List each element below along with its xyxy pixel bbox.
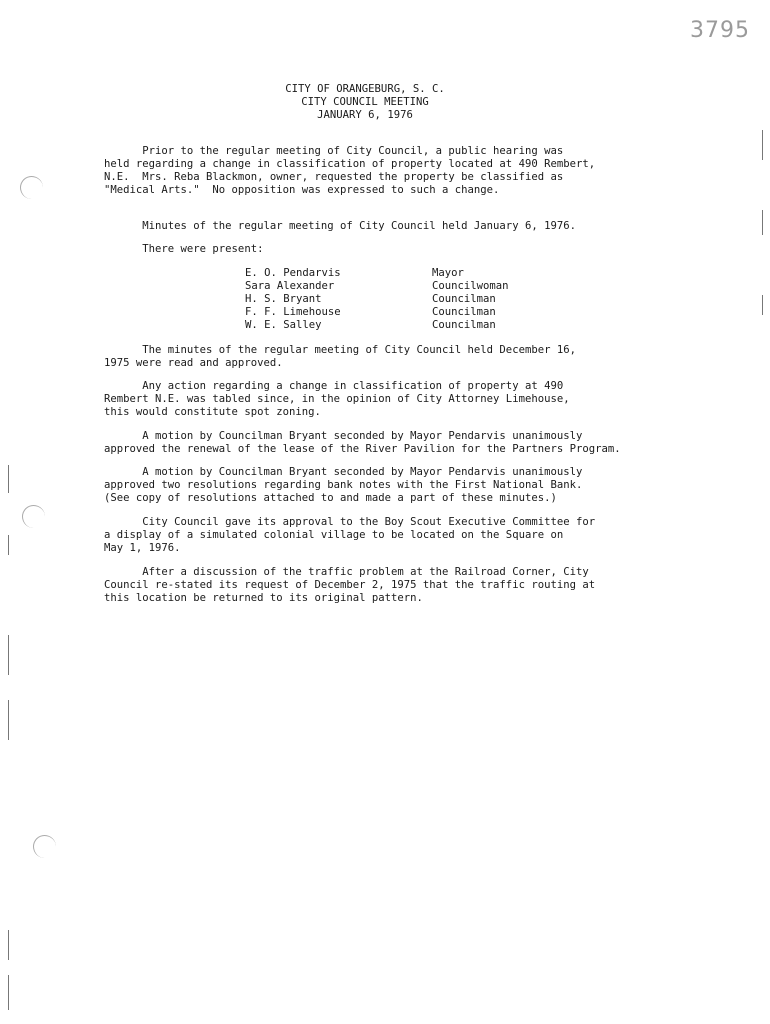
- paragraph-boy-scout: City Council gave its approval to the Boy Scout Executive Committee for a display of a simulated colonial village to be located on the Square on May 1, 1976.: [104, 516, 596, 554]
- margin-mark: [8, 465, 9, 493]
- header-meeting: CITY COUNCIL MEETING: [301, 96, 429, 108]
- page-number: 3795: [690, 18, 750, 43]
- paragraph-river-pavilion: A motion by Councilman Bryant seconded by Mayor Pendarvis unanimously approved the renewal of the lease of the River Pavilion for the Partners Program.: [104, 430, 621, 455]
- attendee-title: Mayor: [432, 267, 464, 279]
- header-date: JANUARY 6, 1976: [317, 109, 413, 121]
- margin-mark: [8, 535, 9, 555]
- binder-hole-mark: [22, 505, 45, 528]
- attendee-row: [245, 280, 509, 293]
- paragraph-public-hearing: Prior to the regular meeting of City Council, a public hearing was held regarding a change in classification of property located at 490 Rembert, N.E. Mrs. Reba Blackmon, owner, requested the property be classified as "Medical Arts." No opposition was expressed to such a change.: [104, 145, 596, 196]
- paragraph-traffic: After a discussion of the traffic problem at the Railroad Corner, City Council re-stated its request of December 2, 1975 that the traffic routing at this location be returned to its original pattern.: [104, 566, 596, 604]
- attendee-row: [245, 293, 509, 306]
- attendee-title: Councilman: [432, 293, 496, 305]
- attendee-name: W. E. Salley: [245, 319, 322, 331]
- binder-hole-mark: [20, 176, 43, 199]
- margin-mark: [8, 700, 9, 740]
- attendee-title: Councilwoman: [432, 280, 509, 292]
- attendee-name: H. S. Bryant: [245, 293, 322, 305]
- margin-mark: [762, 295, 763, 315]
- paragraph-bank-notes: A motion by Councilman Bryant seconded by Mayor Pendarvis unanimously approved two resolutions regarding bank notes with the First National Bank. (See copy of resolutions attached to and made a part of these minutes.): [104, 466, 583, 504]
- margin-mark: [8, 635, 9, 675]
- paragraph-present: There were present:: [104, 243, 264, 255]
- attendee-list: [245, 267, 509, 332]
- paragraph-minutes-approval: The minutes of the regular meeting of City Council held December 16, 1975 were read and approved.: [104, 344, 576, 369]
- header-city: CITY OF ORANGEBURG, S. C.: [285, 83, 445, 95]
- attendee-title: Councilman: [432, 306, 496, 318]
- paragraph-minutes-intro: Minutes of the regular meeting of City Council held January 6, 1976.: [104, 220, 576, 232]
- margin-mark: [8, 930, 9, 960]
- attendee-title: Councilman: [432, 319, 496, 331]
- attendee-row: [245, 306, 509, 319]
- paragraph-spot-zoning: Any action regarding a change in classification of property at 490 Rembert N.E. was tabled since, in the opinion of City Attorney Limehouse, this would constitute spot zoning.: [104, 380, 570, 418]
- attendee-row: [245, 267, 509, 280]
- attendee-name: F. F. Limehouse: [245, 306, 341, 318]
- margin-mark: [762, 210, 763, 235]
- margin-mark: [8, 975, 9, 1010]
- attendee-name: Sara Alexander: [245, 280, 335, 292]
- attendee-row: [245, 319, 509, 332]
- attendee-name: E. O. Pendarvis: [245, 267, 341, 279]
- binder-hole-mark: [33, 835, 56, 858]
- margin-mark: [762, 130, 763, 160]
